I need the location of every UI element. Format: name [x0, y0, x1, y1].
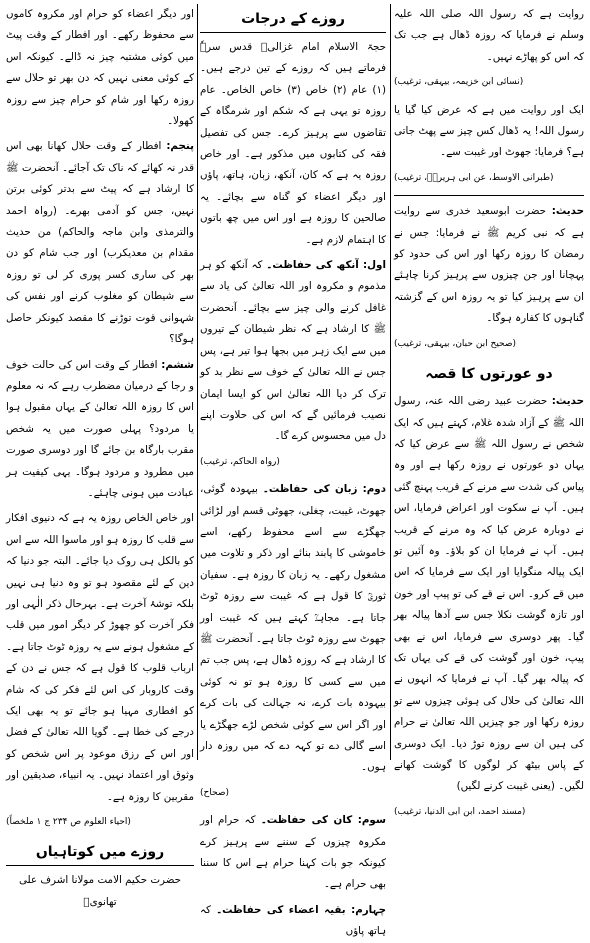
right-column — [394, 4, 585, 817]
paragraph — [394, 201, 584, 329]
paragraph — [6, 136, 194, 350]
paragraph — [200, 810, 386, 896]
left-column — [6, 4, 194, 908]
reference: (احیاء العلوم ص ۲۳۴ ج ۱ ملخصاً) — [6, 817, 131, 828]
paragraph: اور خاص الخاص روزہ یہ ہے کہ دنیوی افکار سے قلب کا روزہ ہو اور ماسوا اللہ سے اس کو بالکل ہی روک دیا جائے۔ البتہ جو دنیا کہ دین کے لئے مقصود ہو تو وہ دنیا ہی نہیں بلکہ توشۂ آخرت ہے۔ بہرحال ذکر الٰہی اور فکر آخرت کو چھوڑ کر دیگر امور میں قلب کے مشغول ہونے سے یہ روزہ ٹوٹ جاتا ہے۔ ارباب قلوب کا قول ہے کہ جس نے دن کے وقت کاروبار کی اس لئے فکر کی کہ شام کو افطاری مہیا ہو جائے تو یہ بھی ایک درجے کی خطا ہے۔ گویا اللہ تعالیٰ کے فضل اور اس کے رزق موعود پر اس شخص کو وثوق اور اعتماد نہیں۔ یہ انبیاء، صدیقین اور مقربین کا روزہ ہے۔ — [6, 512, 194, 803]
paragraph-text: کہ آنکھ کو ہر مذموم و مکروہ اور اللہ تعالیٰ کی یاد سے غافل کرنے والی چیز سے بچائے۔ آنحضرت ﷺ کا ارشاد ہے کہ نظر شیطان کے تیروں میں سے ایک زہر میں بجھا ہوا تیر ہے، پس جس نے اللہ تعالیٰ کے خوف سے نظر بد کو ترک کر دیا اللہ تعالیٰ اس کو ایسا ایمان نصیب فرمائیں گے کہ اس کی حلاوت اپنے دل میں محسوس کرے گا۔ — [200, 259, 386, 443]
paragraph-text: بیہودہ گوئی، جھوٹ، غیبت، چغلی، جھوٹی قسم اور لڑائی جھگڑے سے اسے محفوظ رکھے، اسے خاموشی کا پابند بنائے اور ذکر و تلاوت میں مشغول رکھے۔ یہ زبان کا روزہ ہے۔ سفیان ثوریؒ کا قول ہے کہ غیبت سے روزہ ٹوٹ جاتا ہے۔ مجاہدؒ کہتے ہیں کہ غیبت اور جھوٹ سے روزہ ٹوٹ جاتا ہے۔ آنحضرت ﷺ کا ارشاد ہے کہ روزہ ڈھال ہے، پس جب تم میں سے کسی کا روزہ ہو تو نہ کوئی بیہودہ بات کرے، نہ جہالت کی بات کرے اور اگر اس سے کوئی شخص لڑے جھگڑے یا اسے گالی دے تو کہہ دے کہ میں روزہ دار ہوں۔ — [200, 483, 386, 774]
reference: (نسائی ابن خزیمہ، بیہقی، ترغیب) — [394, 77, 524, 88]
paragraph-text: کہ ہاتھ پاؤں — [200, 903, 386, 938]
paragraph-text: حضرت ابوسعید خدری سے روایت ہے کہ نبی کریم ﷺ نے فرمایا: جس نے رمضان کا روزہ رکھا اور اس کی حدود کو پہچانا اور جن چیزوں سے پرہیز کرنا چاہئے ان سے پرہیز کیا تو یہ روزہ اس کے گزشتہ گناہوں کا کفارہ ہوگا۔ — [394, 205, 584, 325]
paragraph: اور دیگر اعضاء کو حرام اور مکروہ کاموں سے محفوظ رکھے۔ اور افطار کے وقت پیٹ میں کوئی مشتبہ چیز نہ ڈالے۔ کیونکہ اس کے کوئی معنی نہیں کہ دن بھر تو حلال سے روزہ رکھا اور شام کو حرام چیز سے روزہ کھولا۔ — [6, 8, 194, 128]
paragraph-text: حضرت عبید رضی اللہ عنہ، رسول اللہ ﷺ کے آزاد شدہ غلام، کہتے ہیں کہ ایک شخص نے رسول اللہ ﷺ سے عرض کیا کہ یہاں دو عورتوں نے روزہ رکھا ہے اور وہ پیاس کی شدت سے مرنے کے قریب پہنچ گئی ہیں۔ آپ نے سکوت اور اعراض فرمایا، اس نے دوبارہ عرض کیا کہ وہ مرنے کے قریب ہیں۔ آپ نے فرمایا ان کو بلاؤ۔ وہ آئیں تو ایک پیالہ منگوایا اور ایک سے فرمایا کہ اس میں قے کرو۔ اس نے قے کی تو پیپ اور خون اور تازہ گوشت نکلا جس سے آدھا پیالہ بھر گیا۔ پھر دوسری سے فرمایا، اس نے بھی پیپ، خون اور گوشت کی قے کی یہاں تک کہ پیالہ بھر گیا۔ آپ نے فرمایا کہ انہوں نے اللہ تعالیٰ کی حلال کی ہوئی چیزوں سے تو روزہ رکھا اور جو چیزیں اللہ تعالیٰ نے حرام کی ہیں ان سے روزہ توڑ دیا۔ ایک دوسری کے پاس بیٹھ کر لوگوں کا گوشت کھانے لگیں۔ (یعنی غیبت کرنے لگیں) — [394, 395, 584, 793]
reference: (رواہ الحاکم، ترغیب) — [200, 456, 280, 467]
section-heading: روزے میں کوتاہیاں — [6, 839, 194, 866]
reference: (طبرانی الاوسط، عن ابی ہریرہؓ، ترغیب) — [394, 172, 554, 183]
section-heading: روزے کے درجات — [200, 6, 386, 33]
middle-column — [200, 4, 387, 938]
reference: (صحیح ابن حبان، بیہقی، ترغیب) — [394, 338, 517, 349]
hadith-label: حدیث: — [551, 205, 584, 218]
point-label: دوم: زبان کی حفاظت۔ — [262, 483, 386, 496]
point-label: سوم: کان کی حفاظت۔ — [260, 814, 386, 827]
paragraph: ایک اور روایت میں ہے کہ عرض کیا گیا یا رسول اللہ! یہ ڈھال کس چیز سے پھٹ جاتی ہے؟ فرمایا: جھوٹ اور غیبت سے۔ — [394, 103, 584, 159]
reference: (صحاح) — [200, 787, 230, 798]
paragraph — [394, 391, 584, 798]
paragraph: حجۃ الاسلام امام غزالیؒ قدس سرہٗ فرماتے ہیں کہ روزے کے تین درجے ہیں۔ (۱) عام (۲) خاص (۳) خاص الخاص۔ عام روزہ تو یہی ہے کہ شکم اور شرمگاہ کے تقاضوں سے پرہیز کرے۔ جس کی تفصیل فقہ کی کتابوں میں مذکور ہے۔ اور خاص روزہ یہ ہے کہ کان، آنکھ، زبان، ہاتھ، پاؤں اور دیگر اعضاء کو گناہ سے بچائے۔ یہ صالحین کا روزہ ہے اور اس میں چھ باتوں کا اہتمام لازم ہے۔ — [200, 41, 386, 246]
section-heading: دو عورتوں کا قصہ — [425, 366, 553, 383]
paragraph-text: کہ حرام اور مکروہ چیزوں کے سننے سے پرہیز کرے کیونکہ جو بات کہنا حرام ہے اس کا سننا بھی حرام ہے۔ — [200, 814, 386, 891]
point-label: ششم: — [161, 358, 194, 371]
paragraph: روایت ہے کہ رسول اللہ صلی اللہ علیہ وسلم نے فرمایا کہ روزہ ڈھال ہے جب تک کہ اس کو پھاڑے نہیں۔ — [394, 8, 584, 63]
divider — [394, 195, 584, 196]
paragraph-text: افطار کے وقت اس کی حالت خوف و رجا کے درمیان مضطرب رہے کہ نہ معلوم اس کا روزہ اللہ تعالیٰ کے یہاں مقبول ہوا یا مردود؟ پہلی صورت میں یہ شخص مقرب بارگاہ بن جائے گا اور دوسری صورت میں مطرود و مردود ہوگا۔ یہی کیفیت ہر عبادت میں ہونی چاہئے۔ — [6, 358, 194, 499]
paragraph-text: افطار کے وقت حلال کھانا بھی اس قدر نہ کھائے کہ ناک تک آجائے۔ آنحضرت ﷺ کا ارشاد ہے کہ پیٹ سے بدتر کوئی برتن نہیں، جس کو آدمی بھرے۔ (رواہ احمد والترمذی وابن ماجہ والحاکم) من حدیث مقدام بن معدیکرب) اور جب شام کو دن بھر کی ساری کسر پوری کر لی تو روزہ سے شیطان کو مغلوب کرنے اور نفس کی شہوانی قوت توڑنے کا مقصد کیونکر حاصل ہوگا؟ — [6, 140, 194, 346]
point-label: چہارم: بقیہ اعضاء کی حفاظت۔ — [216, 903, 387, 916]
column-rule — [390, 4, 391, 760]
column-rule — [197, 4, 198, 760]
author-line: حضرت حکیم الامت مولانا اشرف علی تھانویؒ — [18, 874, 182, 908]
paragraph — [200, 900, 386, 943]
paragraph — [6, 355, 194, 505]
paragraph — [200, 255, 386, 448]
paragraph — [200, 479, 386, 779]
reference: (مسند احمد، ابن ابی الدنیا، ترغیب) — [394, 806, 526, 817]
point-label: اول: آنکھ کی حفاظت۔ — [266, 259, 386, 272]
hadith-label: حدیث: — [551, 395, 585, 408]
point-label: پنجم: — [166, 140, 194, 153]
